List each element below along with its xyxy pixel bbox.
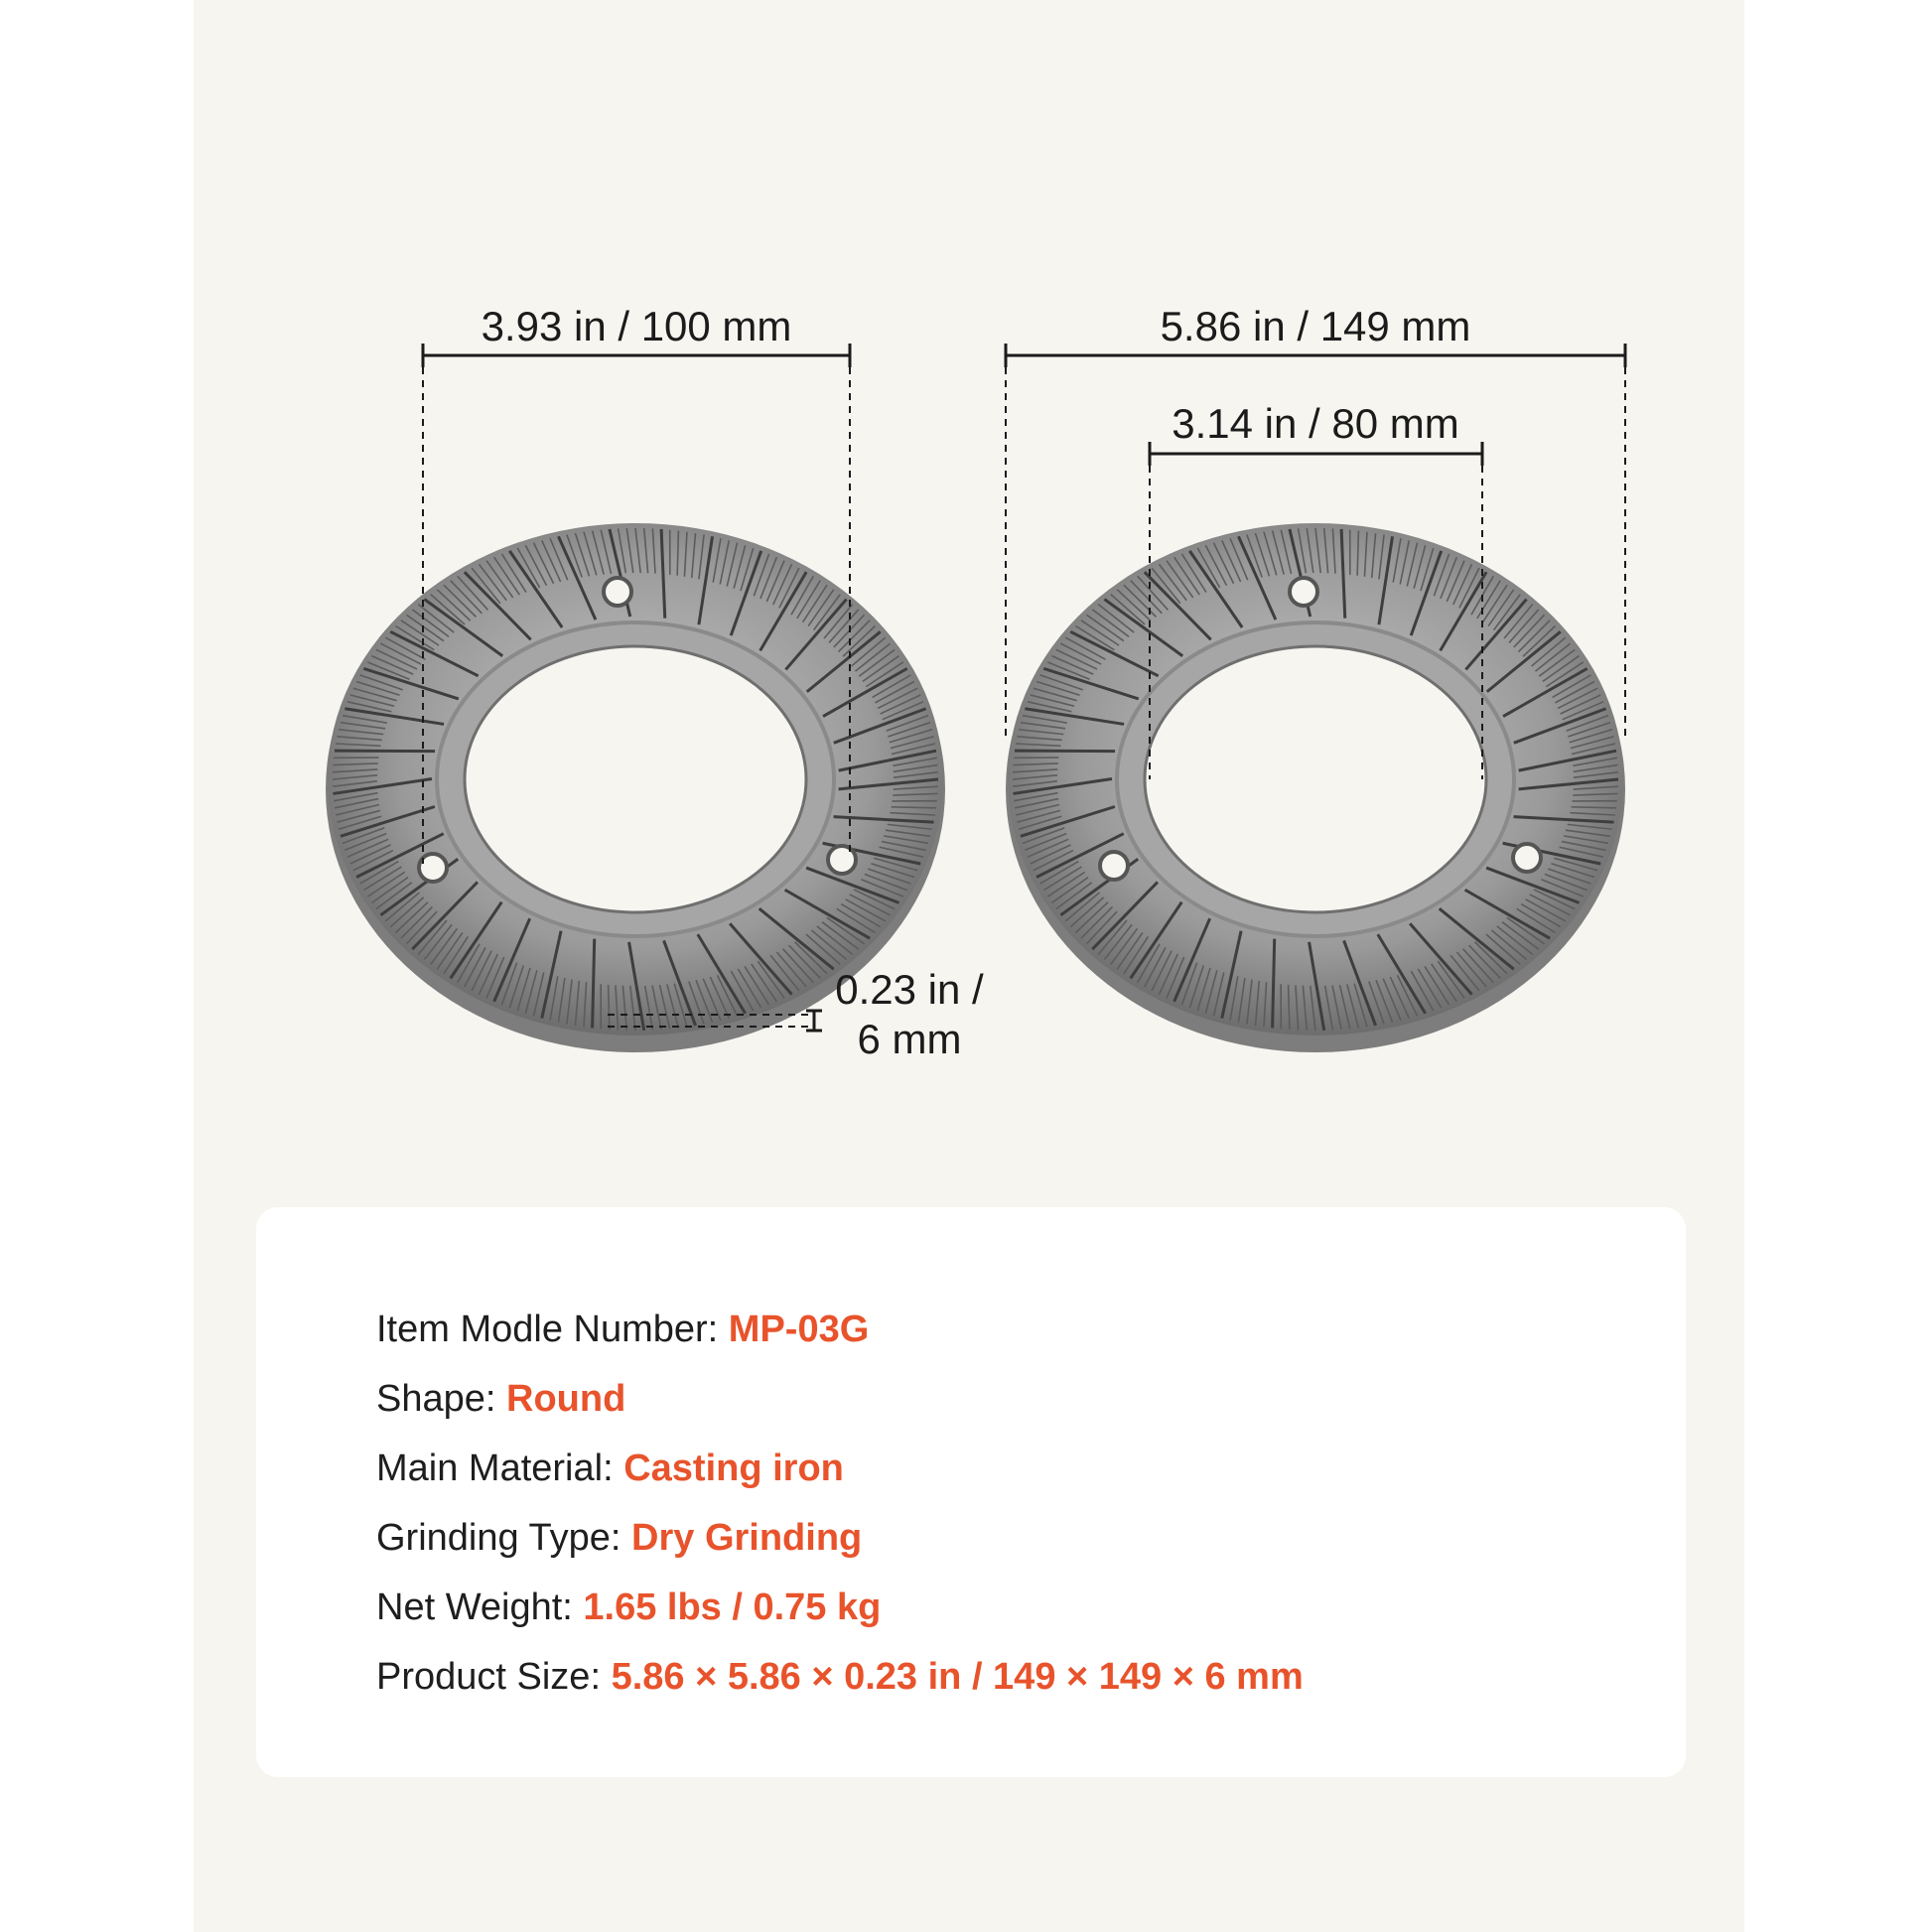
mounting-hole-icon — [1290, 578, 1317, 606]
spec-value: 5.86 × 5.86 × 0.23 in / 149 × 149 × 6 mm — [611, 1656, 1304, 1698]
spec-label: Item Modle Number: — [376, 1309, 729, 1350]
mounting-hole-icon — [828, 846, 856, 874]
spec-value: Dry Grinding — [631, 1517, 863, 1559]
spec-row-material — [376, 1434, 1304, 1503]
burr-tooth — [1273, 939, 1275, 1029]
spec-value: Round — [506, 1378, 626, 1420]
spec-row-product-size — [376, 1642, 1304, 1712]
left-width-label: 3.93 in / 100 mm — [481, 303, 792, 349]
thickness-label-line2: 6 mm — [857, 1016, 962, 1062]
right-burr-disc-image — [1006, 523, 1625, 1052]
right-outer-label: 5.86 in / 149 mm — [1160, 303, 1471, 349]
spec-row-net-weight — [376, 1573, 1304, 1642]
thickness-label-line1: 0.23 in / — [835, 966, 984, 1013]
spec-value: Casting iron — [623, 1448, 844, 1489]
spec-row-grinding-type — [376, 1503, 1304, 1573]
spec-row-model — [376, 1295, 1304, 1364]
spec-card — [256, 1207, 1686, 1777]
right-inner-label: 3.14 in / 80 mm — [1172, 400, 1459, 447]
spec-label: Shape: — [376, 1378, 506, 1420]
spec-label: Grinding Type: — [376, 1517, 632, 1559]
spec-list — [376, 1295, 1304, 1712]
burr-tooth — [593, 939, 595, 1029]
spec-label: Net Weight: — [376, 1587, 584, 1628]
spec-label: Main Material: — [376, 1448, 624, 1489]
spec-label: Product Size: — [376, 1656, 612, 1698]
burr-tooth — [892, 807, 936, 808]
spec-value: MP-03G — [728, 1309, 870, 1350]
mounting-hole-icon — [1100, 852, 1128, 880]
mounting-hole-icon — [1513, 844, 1541, 872]
spec-value: 1.65 lbs / 0.75 kg — [583, 1587, 882, 1628]
mounting-hole-icon — [604, 578, 631, 606]
spec-row-shape — [376, 1364, 1304, 1434]
burr-tooth — [1572, 807, 1616, 808]
